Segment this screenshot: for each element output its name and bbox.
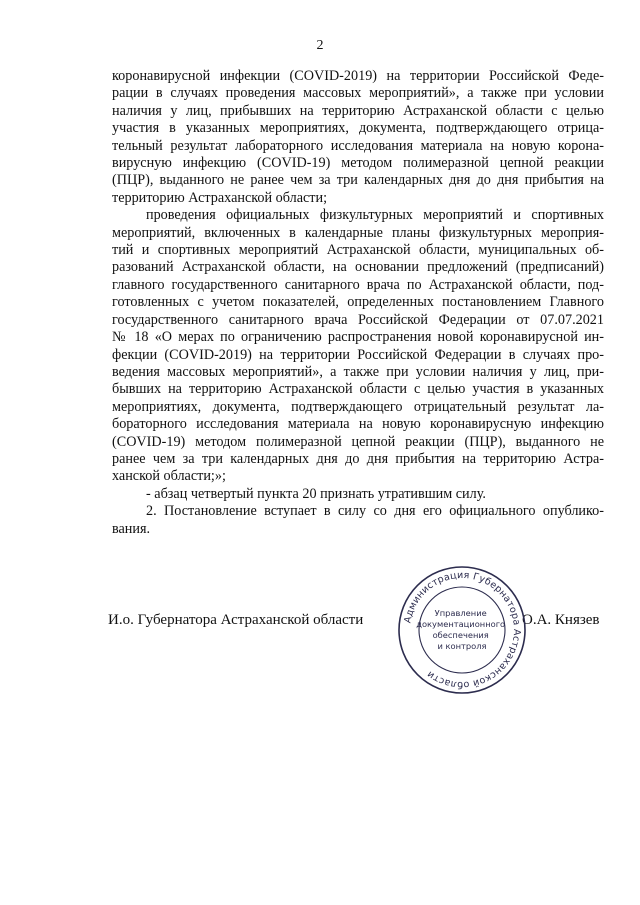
text-line: тельный результат лабораторного исследования материала на новую корона- xyxy=(112,137,604,154)
text-line: 2. Постановление вступает в силу со дня его официального опублико- xyxy=(146,503,604,520)
text-line: участия в указанных мероприятиях, документа, подтверждающего отрица- xyxy=(112,120,604,137)
text-line: (ПЦР), выданного не ранее чем за три календарных дня до дня прибытия на xyxy=(112,172,604,189)
text-line: мероприятиях, документа, подтверждающего отрицательный результат ла- xyxy=(112,398,604,415)
text-line: готовленных с учетом показателей, определенных постановлением Главного xyxy=(112,294,604,311)
document-body xyxy=(112,68,604,538)
paragraph-amendment: - абзац четвертый пункта 20 признать утратившим силу. xyxy=(146,485,486,502)
text-line: № 18 «О мерах по ограничению распространения новой коронавирусной ин- xyxy=(112,329,604,346)
text-line: вания. xyxy=(112,520,151,537)
paragraph-sports-events xyxy=(112,207,604,486)
text-line: ведения массовых мероприятий», а также при условии наличия у лиц, при- xyxy=(112,363,604,380)
official-seal xyxy=(396,564,528,696)
seal-ring-text: Администрация Губернатора Астраханской области xyxy=(402,569,523,691)
text-line: ранее чем за три календарных дня до дня прибытия на территорию Астра- xyxy=(112,450,604,467)
paragraph-continuation xyxy=(112,68,604,207)
text-line: рации в случаях проведения массовых мероприятий», а также при условии xyxy=(112,85,604,102)
signer-title: И.о. Губернатора Астраханской области xyxy=(108,612,364,628)
text-line: бывших на территорию Астраханской области с целью участия в указанных xyxy=(112,381,604,398)
text-line: тий и спортивных мероприятий Астраханской области, муниципальных об- xyxy=(112,242,604,259)
text-line: фекции (COVID-2019) на территории Российской Федерации в случаях про- xyxy=(112,346,604,363)
text-line: наличия у лиц, прибывших на территорию Астраханской области с целью xyxy=(112,102,604,119)
seal-center-text: Управление документационного обеспечения и контроля xyxy=(416,608,506,651)
seal-graphic xyxy=(396,564,528,696)
text-line: государственного санитарного врача Российской Федерации от 07.07.2021 xyxy=(112,311,604,328)
signature-block xyxy=(0,608,640,648)
text-line: территорию Астраханской области; xyxy=(112,189,328,206)
page-number: 2 xyxy=(316,38,324,53)
text-line: разований Астраханской области, на основании предложений (предписаний) xyxy=(112,259,604,276)
text-line: (COVID-19) методом полимеразной цепной реакции (ПЦР), выданного не xyxy=(112,433,604,450)
text-line: коронавирусной инфекции (COVID-2019) на территории Российской Феде- xyxy=(112,68,604,84)
text-line: вирусную инфекцию (COVID-19) методом полимеразной цепной реакции xyxy=(112,155,604,172)
text-line: мероприятий, включенных в календарные планы физкультурных мероприя- xyxy=(112,224,604,241)
text-line: ханской области;»; xyxy=(112,468,226,485)
paragraph-effective-date xyxy=(112,503,604,538)
text-line: главного государственного санитарного врача по Астраханской области, под- xyxy=(112,276,604,293)
text-line: бораторного исследования материала на новую коронавирусную инфекцию xyxy=(112,416,604,433)
signer-name: О.А. Князев xyxy=(522,612,600,628)
text-line: проведения официальных физкультурных мероприятий и спортивных xyxy=(146,207,604,224)
